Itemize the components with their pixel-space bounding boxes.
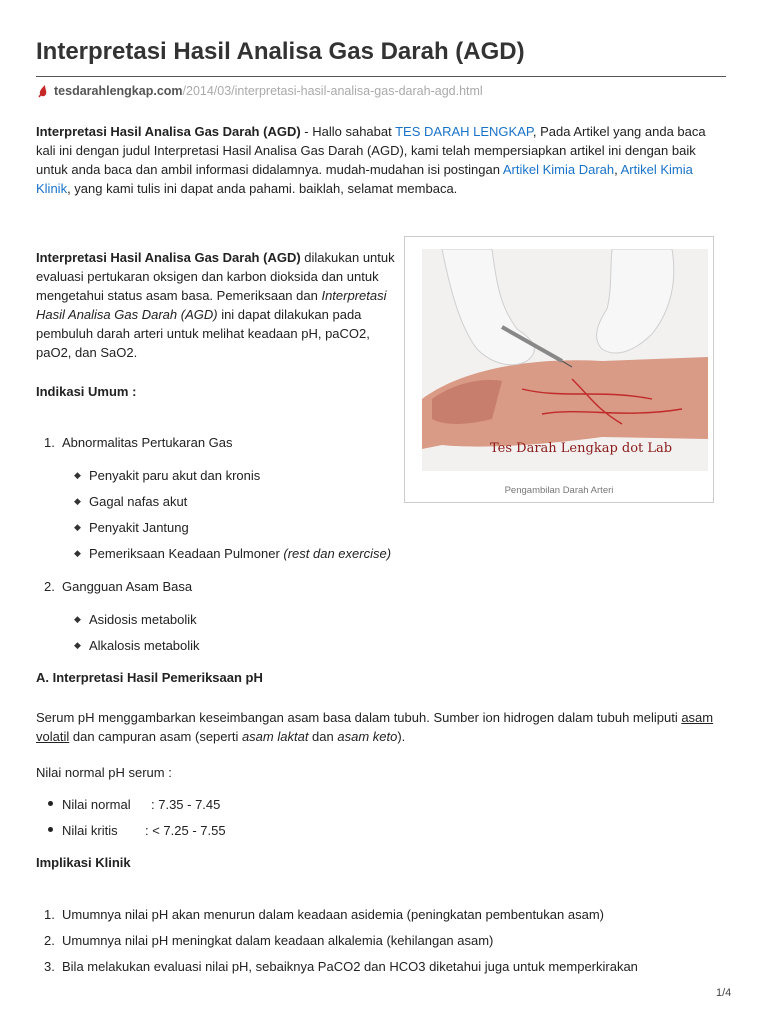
title-divider [36,76,726,77]
implikasi-heading: Implikasi Klinik [36,855,131,870]
sub-list-item: Gagal nafas akut [89,494,188,509]
list-item: Bila melakukan evaluasi nilai pH, sebaiknya PaCO2 dan HCO3 diketahui juga untuk memperkirakan [62,959,638,974]
list-item: Umumnya nilai pH akan menurun dalam keadaan asidemia (peningkatan pembentukan asam) [62,907,604,922]
bullet-dot-icon [48,801,53,806]
intro-paragraph [36,122,728,198]
intro-bold-title: Interpretasi Hasil Analisa Gas Darah (AGD) [36,124,301,139]
figure-watermark: Tes Darah Lengkap dot Lab [490,441,673,456]
list-item: Abnormalitas Pertukaran Gas [62,435,233,450]
list-item: Umumnya nilai pH meningkat dalam keadaan alkalemia (kehilangan asam) [62,933,494,948]
normal-values-heading: Nilai normal pH serum : [36,765,172,780]
bullet-diamond-icon: ◆ [74,470,81,480]
list-item-number: 2. [44,933,55,948]
bullet-diamond-icon: ◆ [74,640,81,650]
link-tes-darah-lengkap[interactable]: TES DARAH LENGKAP [395,124,533,139]
para-underlined: asam volatil [36,710,714,744]
intro-text: , [614,162,621,177]
sub-list-item: Asidosis metabolik [89,612,197,627]
para-text: Serum pH menggambarkan keseimbangan asam basa dalam tubuh. Sumber ion hidrogen dalam tubuh meliputi [36,710,682,725]
section-a-heading: A. Interpretasi Hasil Pemeriksaan pH [36,670,263,685]
sub-list-item-text: Pemeriksaan Keadaan Pulmoner [89,546,284,561]
value-label: Nilai normal [62,797,131,812]
bullet-diamond-icon: ◆ [74,614,81,624]
list-item: Gangguan Asam Basa [62,579,193,594]
para-text: dan campuran asam (seperti [69,729,242,744]
figure-arterial-blood-draw [404,236,714,503]
value-number: : 7.35 - 7.45 [151,797,221,812]
para-text: ). [397,729,406,744]
list-item-number: 1. [44,907,55,922]
bullet-diamond-icon: ◆ [74,548,81,558]
sub-list-item: Penyakit paru akut dan kronis [89,468,261,483]
source-site[interactable]: tesdarahlengkap.com [54,84,183,98]
para-italic: asam laktat [241,729,309,744]
page-number: 1/4 [716,987,732,999]
sub-list-item: Penyakit Jantung [89,520,189,535]
lead-paragraph [36,248,396,362]
sub-list-item-italic: (rest dan exercise) [283,546,392,561]
bullet-dot-icon [48,827,53,832]
link-artikel-kimia-klinik[interactable]: Artikel Kimia Klinik [36,162,693,196]
section-a-paragraph [36,708,728,746]
list-item-number: 2. [44,579,55,594]
bullet-diamond-icon: ◆ [74,496,81,506]
bullet-diamond-icon: ◆ [74,522,81,532]
source-url[interactable] [36,84,483,98]
page-title: Interpretasi Hasil Analisa Gas Darah (AGD) [36,38,525,65]
list-item-number: 3. [44,959,55,974]
intro-text: - Hallo sahabat [300,124,396,139]
link-artikel-kimia-darah[interactable]: Artikel Kimia Darah [502,162,615,177]
lead-text: ini dapat dilakukan pada pembuluh darah arteri untuk melihat keadaan pH, paCO2, paO2, dan SaO2. [36,307,370,360]
value-label: Nilai kritis [62,823,118,838]
sub-list-item: Alkalosis metabolik [89,638,200,653]
indikasi-heading: Indikasi Umum : [36,384,137,399]
intro-text: , Pada Artikel yang anda baca kali ini dengan judul Interpretasi Hasil Analisa Gas Darah (AGD), kami telah mempersiapkan artikel ini dengan baik untuk anda baca dan ambil informasi didalamnya. mudah-mudahan isi postingan [36,124,706,177]
para-text: dan [308,729,338,744]
lead-italic-title: Interpretasi Hasil Analisa Gas Darah (AGD) [36,288,387,322]
list-item-number: 1. [44,435,55,450]
arterial-blood-draw-image [422,249,708,471]
blood-drop-logo-icon [36,84,50,98]
source-path[interactable]: /2014/03/interpretasi-hasil-analisa-gas-darah-agd.html [182,84,483,98]
para-italic: asam keto [337,729,398,744]
intro-text: , yang kami tulis ini dapat anda pahami. baiklah, selamat membaca. [67,181,458,196]
lead-text: dilakukan untuk evaluasi pertukaran oksigen dan karbon dioksida dan untuk mengetahui status asam basa. Pemeriksaan dan [36,250,395,303]
value-number: : < 7.25 - 7.55 [145,823,226,838]
sub-list-item [89,546,391,561]
lead-bold-title: Interpretasi Hasil Analisa Gas Darah (AGD) [36,250,301,265]
figure-caption: Pengambilan Darah Arteri [504,485,614,496]
